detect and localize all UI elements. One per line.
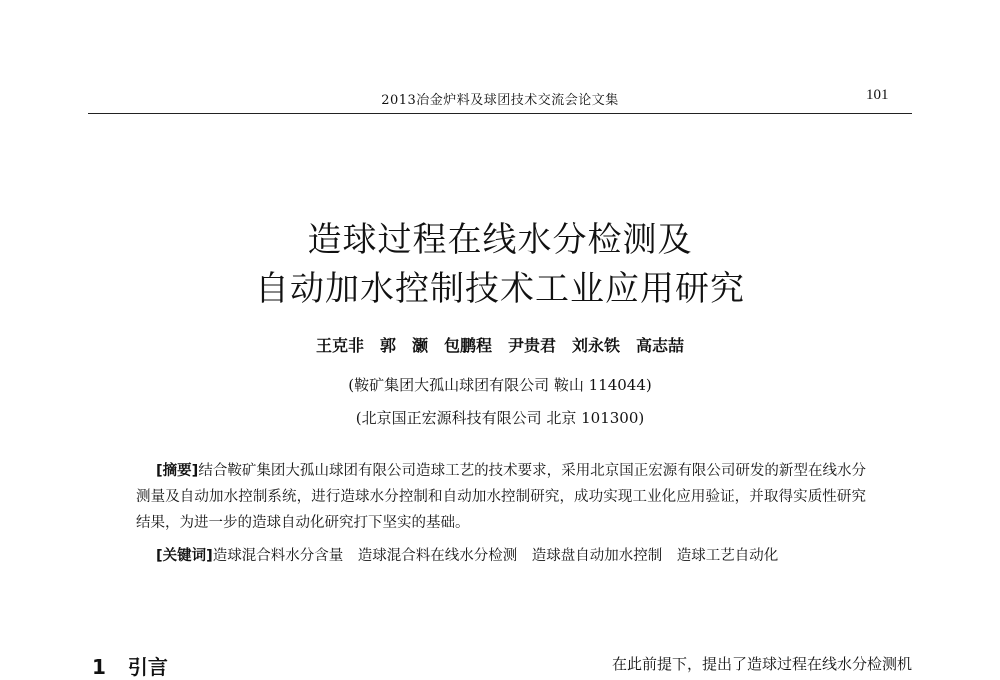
running-title: 2013冶金炉料及球团技术交流会论文集	[381, 93, 619, 108]
abstract-label: [摘要]	[156, 463, 199, 479]
affiliation-2: (北京国正宏源科技有限公司 北京 101300)	[355, 409, 645, 427]
right-column-text: 在此前提下，提出了造球过程在线水分检测机	[611, 655, 912, 673]
header-rule	[88, 113, 912, 114]
section-number: 1	[92, 655, 106, 679]
keywords	[136, 543, 866, 569]
keywords-label: [关键词]	[156, 548, 213, 564]
section-title: 引言	[127, 655, 168, 679]
title-line-2: 自动加水控制技术工业应用研究	[255, 269, 745, 309]
author-list: 王克非 郭 灏 包鹏程 尹贵君 刘永铁 高志喆	[315, 336, 684, 355]
abstract-text: 结合鞍矿集团大孤山球团有限公司造球工艺的技术要求，采用北京国正宏源有限公司研发的新型在线水分测量及自动加水控制系统，进行造球水分控制和自动加水控制研究，成功实现工业化应用验证，并取得实质性研究结果，为进一步的造球自动化研究打下坚实的基础。	[136, 463, 866, 531]
abstract	[136, 458, 866, 536]
affiliation-1: (鞍矿集团大孤山球团有限公司 鞍山 114044)	[348, 376, 652, 394]
keywords-text: 造球混合料水分含量 造球混合料在线水分检测 造球盘自动加水控制 造球工艺自动化	[212, 548, 779, 564]
title-line-1: 造球过程在线水分检测及	[307, 220, 693, 260]
section-heading	[92, 651, 168, 680]
page-number: 101	[866, 87, 889, 103]
